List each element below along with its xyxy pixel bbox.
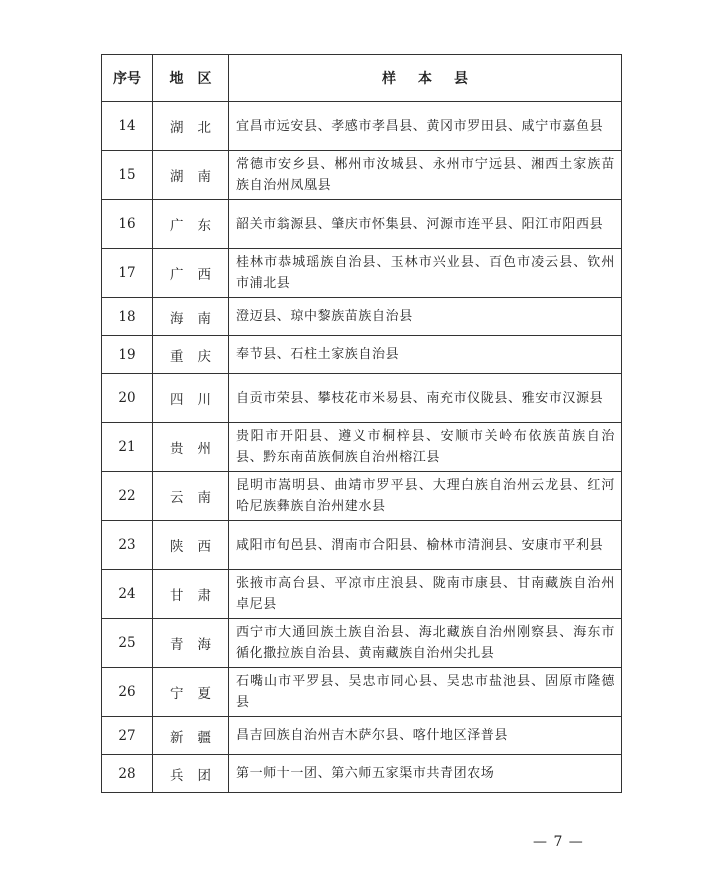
row-index: 17 xyxy=(102,249,153,298)
row-counties: 西宁市大通回族土族自治县、海北藏族自治州刚察县、海东市循化撒拉族自治县、黄南藏族自治州尖扎县 xyxy=(229,619,622,668)
header-samples: 样本县 xyxy=(229,55,622,102)
row-counties: 常德市安乡县、郴州市汝城县、永州市宁远县、湘西土家族苗族自治州凤凰县 xyxy=(229,151,622,200)
row-counties: 昆明市嵩明县、曲靖市罗平县、大理白族自治州云龙县、红河哈尼族彝族自治州建水县 xyxy=(229,472,622,521)
row-index: 21 xyxy=(102,423,153,472)
table-row xyxy=(102,336,622,374)
row-index: 16 xyxy=(102,200,153,249)
row-counties: 澄迈县、琼中黎族苗族自治县 xyxy=(229,298,622,336)
row-counties: 张掖市高台县、平凉市庄浪县、陇南市康县、甘南藏族自治州卓尼县 xyxy=(229,570,622,619)
row-region: 兵团 xyxy=(153,755,229,793)
row-region: 广东 xyxy=(153,200,229,249)
table-row xyxy=(102,570,622,619)
row-region: 陕西 xyxy=(153,521,229,570)
row-index: 22 xyxy=(102,472,153,521)
table-row xyxy=(102,717,622,755)
row-index: 18 xyxy=(102,298,153,336)
row-index: 15 xyxy=(102,151,153,200)
table-row xyxy=(102,151,622,200)
table-row xyxy=(102,472,622,521)
row-index: 20 xyxy=(102,374,153,423)
page-number: — 7 — xyxy=(533,834,584,850)
row-counties: 石嘴山市平罗县、吴忠市同心县、吴忠市盐池县、固原市隆德县 xyxy=(229,668,622,717)
table-row xyxy=(102,200,622,249)
row-index: 28 xyxy=(102,755,153,793)
row-counties: 韶关市翁源县、肇庆市怀集县、河源市连平县、阳江市阳西县 xyxy=(229,200,622,249)
table-row xyxy=(102,423,622,472)
row-index: 26 xyxy=(102,668,153,717)
row-region: 湖北 xyxy=(153,102,229,151)
row-region: 海南 xyxy=(153,298,229,336)
row-region: 重庆 xyxy=(153,336,229,374)
row-counties: 奉节县、石柱土家族自治县 xyxy=(229,336,622,374)
row-index: 23 xyxy=(102,521,153,570)
sample-county-table xyxy=(101,54,622,793)
table-row xyxy=(102,298,622,336)
row-index: 27 xyxy=(102,717,153,755)
row-counties: 自贡市荣县、攀枝花市米易县、南充市仪陇县、雅安市汉源县 xyxy=(229,374,622,423)
row-region: 宁夏 xyxy=(153,668,229,717)
table-row xyxy=(102,619,622,668)
row-counties: 第一师十一团、第六师五家渠市共青团农场 xyxy=(229,755,622,793)
row-counties: 昌吉回族自治州吉木萨尔县、喀什地区泽普县 xyxy=(229,717,622,755)
row-index: 19 xyxy=(102,336,153,374)
row-region: 云南 xyxy=(153,472,229,521)
row-region: 青海 xyxy=(153,619,229,668)
header-region: 地区 xyxy=(153,55,229,102)
row-counties: 咸阳市旬邑县、渭南市合阳县、榆林市清涧县、安康市平利县 xyxy=(229,521,622,570)
row-counties: 桂林市恭城瑶族自治县、玉林市兴业县、百色市凌云县、钦州市浦北县 xyxy=(229,249,622,298)
row-counties: 贵阳市开阳县、遵义市桐梓县、安顺市关岭布依族苗族自治县、黔东南苗族侗族自治州榕江县 xyxy=(229,423,622,472)
row-region: 湖南 xyxy=(153,151,229,200)
table-row xyxy=(102,668,622,717)
row-index: 14 xyxy=(102,102,153,151)
table-row xyxy=(102,755,622,793)
header-index: 序号 xyxy=(102,55,153,102)
row-index: 25 xyxy=(102,619,153,668)
table-header-row xyxy=(102,55,622,102)
row-counties: 宜昌市远安县、孝感市孝昌县、黄冈市罗田县、咸宁市嘉鱼县 xyxy=(229,102,622,151)
table-row xyxy=(102,249,622,298)
table-row xyxy=(102,521,622,570)
row-region: 甘肃 xyxy=(153,570,229,619)
row-region: 贵州 xyxy=(153,423,229,472)
table-row xyxy=(102,102,622,151)
table-row xyxy=(102,374,622,423)
row-region: 新疆 xyxy=(153,717,229,755)
row-region: 广西 xyxy=(153,249,229,298)
row-region: 四川 xyxy=(153,374,229,423)
row-index: 24 xyxy=(102,570,153,619)
